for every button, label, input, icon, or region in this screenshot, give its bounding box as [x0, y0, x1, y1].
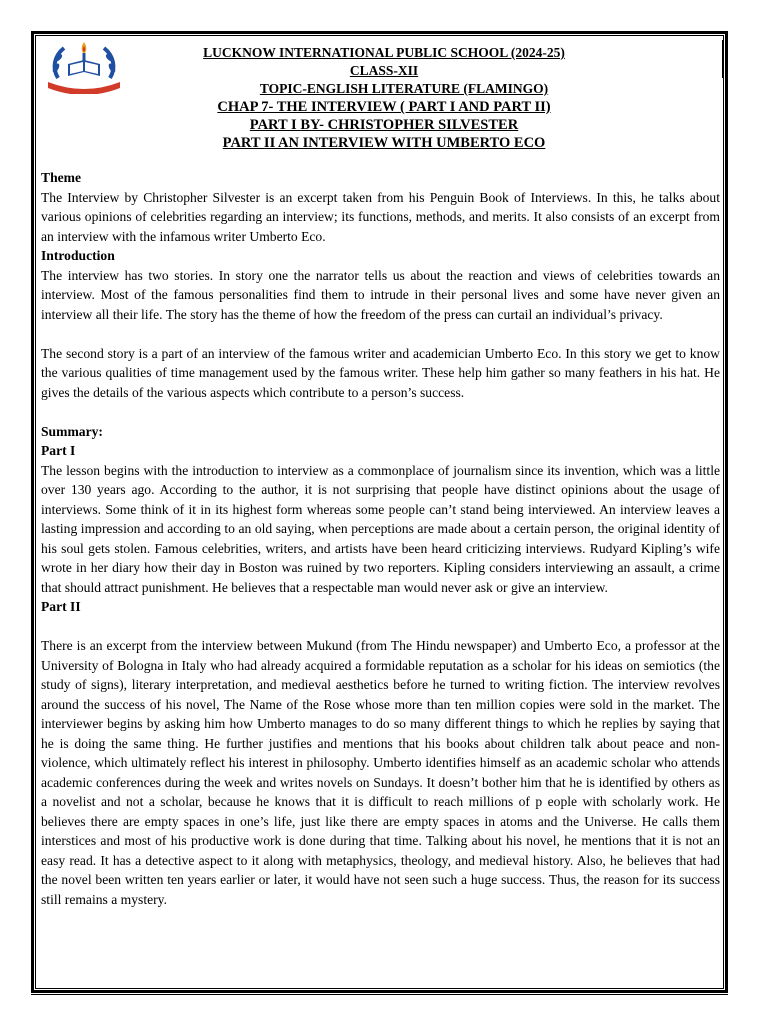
introduction-heading: Introduction — [41, 248, 115, 263]
part1-byline — [0, 116, 768, 134]
topic-label: TOPIC-ENGLISH LITERATURE (FLAMINGO) — [259, 81, 549, 96]
chapter-title: CHAP 7- THE INTERVIEW ( PART I AND PART II) — [217, 99, 551, 115]
introduction-paragraph-1: The interview has two stories. In story one the narrator tells us about the reaction and views of celebrities towards an interview. Most of the famous personalities find them to intrude in their personal lives and some have never given an interview all their life. The story has the theme of how the freedom of the press can curtail an individual’s privacy. — [41, 267, 720, 322]
paragraph-gap — [41, 324, 720, 344]
paragraph-gap — [41, 617, 720, 637]
part2-paragraph: There is an excerpt from the interview between Mukund (from The Hindu newspaper) and Umberto Eco, a professor at the University of Bologna in Italy who had already acquired a formidable reputation as a scholar for his ideas on semiotics (the study of signs), literary interpretation, and medieval aesthetics before he turned to writing fiction. The interview revolves around the success of his novel, The Name of the Rose whose more than ten million copies were sold in the market. The interviewer begins by asking him how Umberto manages to do so many different things to which he replies by saying that he is doing the same thing. He further justifies and mentions that his books about children talk about peace and non-violence, which ultimately reflect his interest in philosophy. Umberto identifies himself as an academic scholar who attends academic conferences during the week and writes novels on Sundays. It doesn’t bother him that he is identified by others as a novelist and not a scholar, because he knows that it is difficult to reach millions of p eople with scholarly work. He believes there are empty spaces in one’s life, just like there are empty spaces in atoms and the Universe. He calls them interstices and most of his productive work is done during that time. Talking about his novel, he mentions that it is not an easy read. It has a detective aspect to it along with metaphysics, theology, and medieval history. Also, he believes that had the novel been written ten years earlier or later, it would have not seen such a huge success. Thus, the reason for its success still remains a mystery. — [41, 638, 720, 907]
part2-title: PART II AN INTERVIEW WITH UMBERTO ECO — [222, 135, 546, 151]
part1-paragraph: The lesson begins with the introduction to interview as a commonplace of journalism since its invention, which was a little over 130 years ago. According to the author, it is not surprising that people have distinct opinions about the usage of interviews. Some think of it in its highest form whereas some people can’t stand being interviewed. An interview leaves a lasting impression and according to an old saying, when perceptions are made about a certain person, the original identity of his soul gets stolen. Famous celebrities, writers, and artists have been heard criticizing interviews. Rudyard Kipling’s wife wrote in her diary how their day in Boston was ruined by two reporters. Kipling considers interviewing an assault, a crime that should attract punishment. He believes that a respectable man would never ask or give an interview. — [41, 462, 720, 595]
theme-paragraph: The Interview by Christopher Silvester is an excerpt taken from his Penguin Book of Interviews. In this, he talks about various opinions of celebrities regarding an interview; its functions, methods, and merits. It also consists of an excerpt from an interview with the infamous writer Umberto Eco. — [41, 189, 720, 244]
theme-heading: Theme — [41, 170, 82, 185]
document-header — [0, 44, 768, 152]
part1-author: BY- CHRISTOPHER SILVESTER — [300, 117, 519, 133]
part1-prefix: PART I — [249, 117, 301, 133]
school-name: LUCKNOW INTERNATIONAL PUBLIC SCHOOL (2024-25) — [203, 45, 565, 60]
paragraph-gap — [41, 402, 720, 422]
part2-heading: Part II — [41, 599, 81, 614]
page-border-bottom-rule — [31, 994, 728, 995]
part1-heading: Part I — [41, 443, 76, 458]
document-body — [41, 168, 720, 909]
introduction-paragraph-2: The second story is a part of an interview of the famous writer and academician Umberto Eco. In this story we get to know the various qualities of time management used by the famous writer. These help him gather so many feathers in his hat. He gives the details of the various aspects which contribute to a person’s success. — [41, 345, 720, 400]
summary-heading: Summary: — [41, 423, 103, 439]
class-label: CLASS-XII — [349, 63, 419, 78]
